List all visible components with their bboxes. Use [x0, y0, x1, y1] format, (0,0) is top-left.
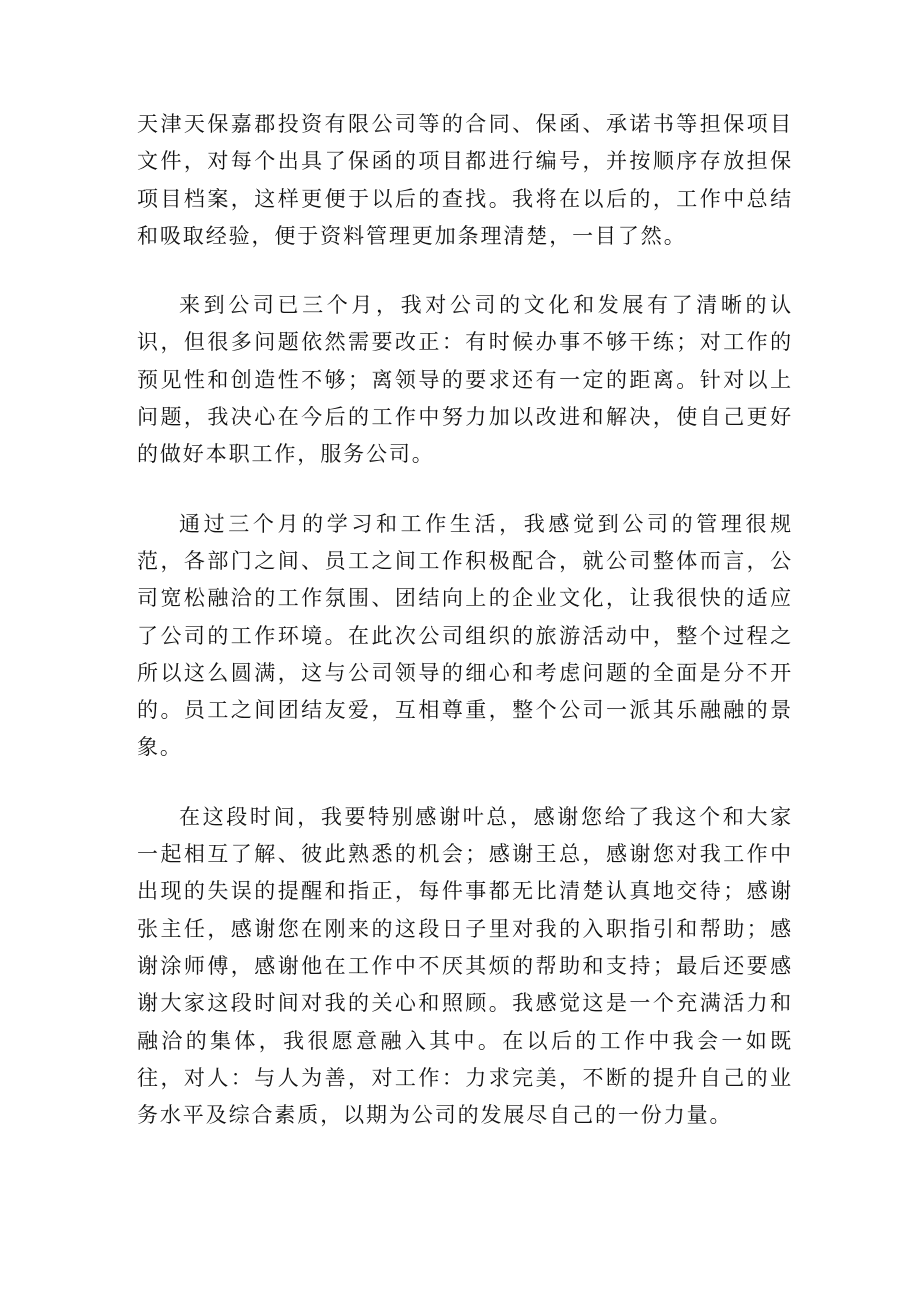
paragraph-self-assessment: 来到公司已三个月，我对公司的文化和发展有了清晰的认识，但很多问题依然需要改正：有时候办事不够干练；对工作的预见性和创造性不够；离领导的要求还有一定的距离。针对以上问题，我决心在今后的工作中努力加以改进和解决，使自己更好的做好本职工作，服务公司。: [137, 293, 793, 467]
paragraph-company-impression: 通过三个月的学习和工作生活，我感觉到公司的管理很规范，各部门之间、员工之间工作积极配合，就公司整体而言，公司宽松融洽的工作氛围、团结向上的企业文化，让我很快的适应了公司的工作环境。在此次公司组织的旅游活动中，整个过程之所以这么圆满，这与公司领导的细心和考虑问题的全面是分不开的。员工之间团结友爱，互相尊重，整个公司一派其乐融融的景象。: [137, 511, 793, 760]
paragraph-continued: 天津天保嘉郡投资有限公司等的合同、保函、承诺书等担保项目文件，对每个出具了保函的项目都进行编号，并按顺序存放担保项目档案，这样更便于以后的查找。我将在以后的，工作中总结和吸取经验，便于资料管理更加条理清楚，一目了然。: [137, 112, 793, 248]
document-body: [137, 106, 793, 1134]
paragraph-acknowledgements: 在这段时间，我要特别感谢叶总，感谢您给了我这个和大家一起相互了解、彼此熟悉的机会；感谢王总，感谢您对我工作中出现的失误的提醒和指正，每件事都无比清楚认真地交待；感谢张主任，感谢您在刚来的这段日子里对我的入职指引和帮助；感谢涂师傅，感谢他在工作中不厌其烦的帮助和支持；最后还要感谢大家这段时间对我的关心和照顾。我感觉这是一个充满活力和融洽的集体，我很愿意融入其中。在以后的工作中我会一如既往，对人：与人为善，对工作：力求完美，不断的提升自己的业务水平及综合素质，以期为公司的发展尽自己的一份力量。: [137, 804, 793, 1128]
